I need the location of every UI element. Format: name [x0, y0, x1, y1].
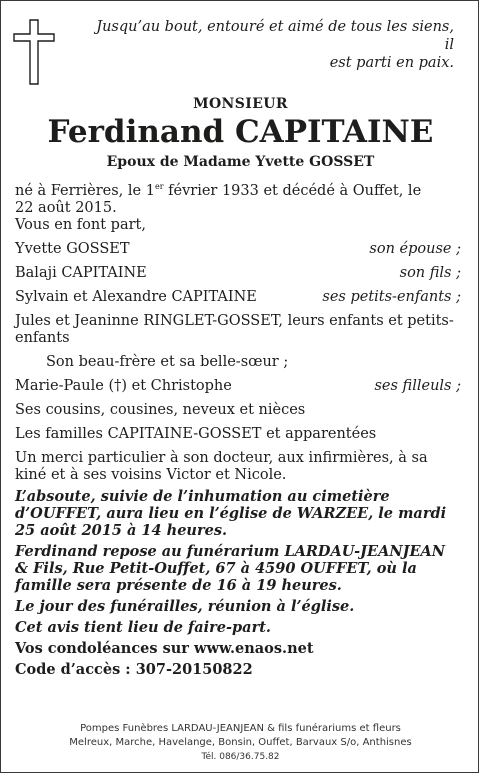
- thanks-paragraph: Un merci particulier à son docteur, aux infirmières, à sa kiné et à ses voisins Victor et Nicole.: [15, 449, 428, 483]
- beau-frere-line: Son beau-frère et sa belle-sœur ;: [46, 353, 289, 370]
- birth-death-line: né à Ferrières, le 1er février 1933 et décédé à Ouffet, le 22 août 2015.: [15, 182, 422, 216]
- reunion-line: Le jour des funérailles, réunion à l’église.: [15, 597, 355, 615]
- family-row: [15, 265, 461, 282]
- funeral-home-footer: [1, 722, 479, 764]
- family-role: son épouse ;: [369, 240, 461, 257]
- latin-cross-icon: [13, 19, 55, 85]
- family-role: son fils ;: [399, 264, 461, 281]
- family-name: Balaji CAPITAINE: [15, 264, 147, 281]
- announce-line: Vous en font part,: [15, 216, 146, 233]
- quote-line-2: est parti en paix.: [329, 55, 454, 71]
- jules-line: Jules et Jeaninne RINGLET-GOSSET, leurs enfants et petits-enfants: [15, 312, 454, 346]
- godchildren-row: [15, 378, 461, 395]
- honorific: MONSIEUR: [193, 96, 288, 112]
- footer-line-2: Melreux, Marche, Havelange, Bonsin, Ouffet, Barvaux S/o, Anthisnes: [69, 737, 412, 748]
- funeral-home-paragraph: Ferdinand repose au funérarium LARDAU-JEANJEAN & Fils, Rue Petit-Ouffet, 67 à 4590 OUFFET, où la famille sera présente de 16 à 19 heures.: [15, 542, 446, 594]
- access-code-line: Code d’accès : 307-20150822: [15, 660, 253, 678]
- opening-quote: [94, 18, 454, 72]
- obituary-body: [15, 178, 461, 678]
- ceremony-paragraph: L’absoute, suivie de l’inhumation au cimetière d’OUFFET, aura lieu en l’église de WARZEE, le mardi 25 août 2015 à 14 heures.: [15, 487, 447, 539]
- family-name: Yvette GOSSET: [15, 240, 130, 257]
- family-row: [15, 289, 461, 306]
- family-name: Sylvain et Alexandre CAPITAINE: [15, 288, 257, 305]
- condolences-line: Vos condoléances sur www.enaos.net: [15, 639, 314, 657]
- cousins-line: Ses cousins, cousines, neveux et nièces: [15, 401, 306, 418]
- footer-phone: Tél. 086/36.75.82: [201, 752, 280, 762]
- quote-line-1: Jusqu’au bout, entouré et aimé de tous les siens, il: [96, 19, 454, 53]
- footer-line-1: Pompes Funèbres LARDAU-JEANJEAN & fils funérariums et fleurs: [80, 723, 401, 734]
- family-role: ses petits-enfants ;: [322, 288, 461, 305]
- deceased-name: Ferdinand CAPITAINE: [47, 114, 434, 150]
- spouse-line: Epoux de Madame Yvette GOSSET: [106, 154, 375, 170]
- godchildren-role: ses filleuls ;: [374, 377, 461, 394]
- godchildren-names: Marie-Paule (†) et Christophe: [15, 377, 232, 394]
- family-row: [15, 241, 461, 258]
- familles-line: Les familles CAPITAINE-GOSSET et apparentées: [15, 425, 377, 442]
- faire-part-line: Cet avis tient lieu de faire-part.: [15, 618, 271, 636]
